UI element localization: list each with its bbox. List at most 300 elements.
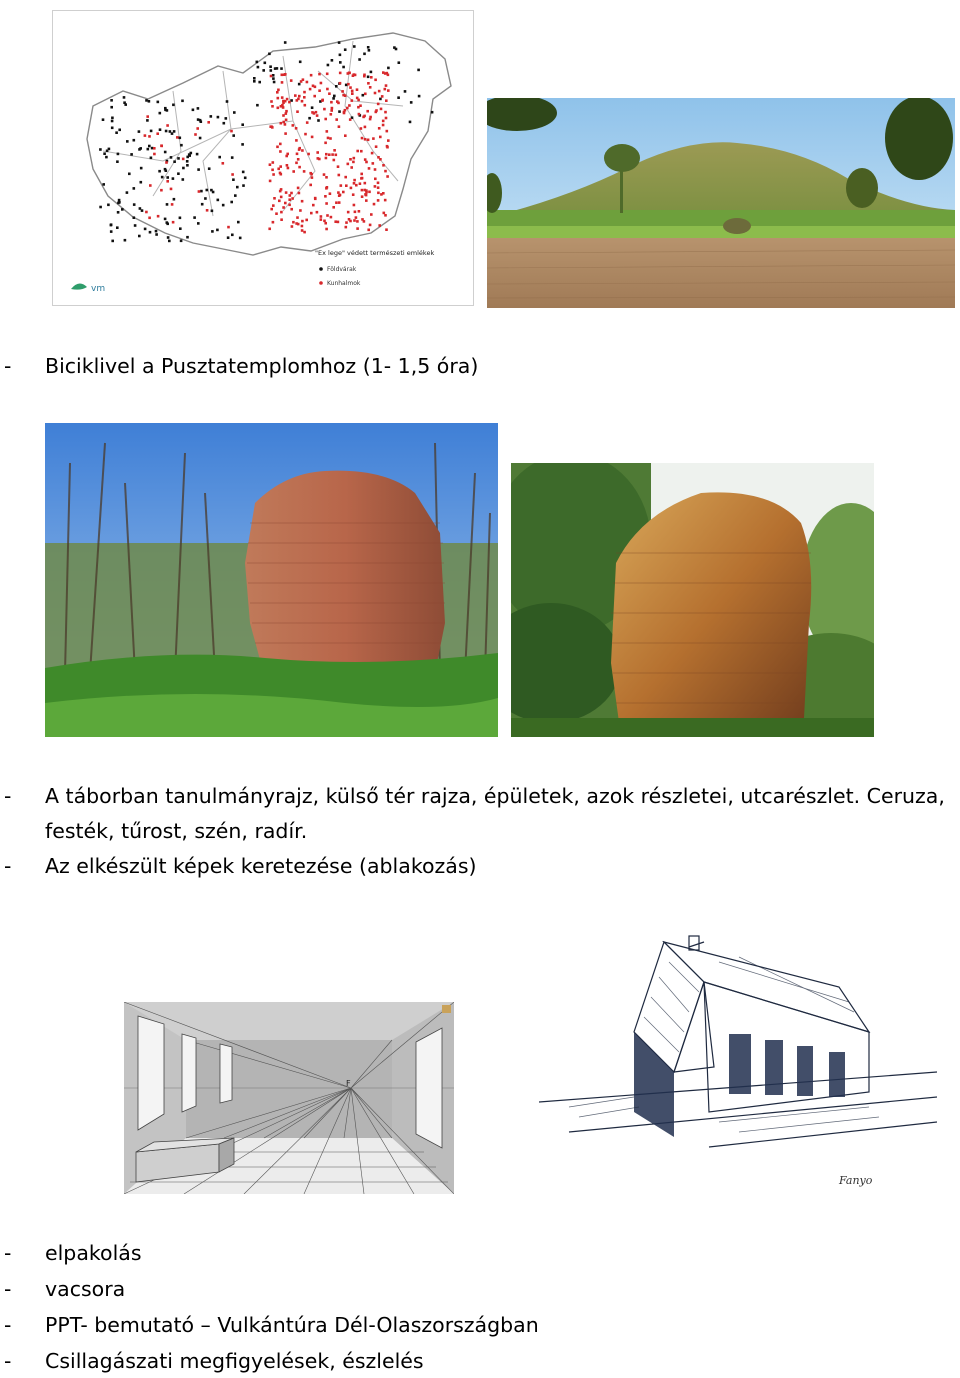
map-legend-item-1: Földvárak [327, 266, 357, 273]
map-marker-red [310, 74, 313, 77]
map-marker-black [146, 119, 149, 122]
map-marker-red [285, 191, 288, 194]
map-marker-black [223, 122, 226, 125]
framing-text: Az elkészült képek keretezése (ablakozás) [45, 854, 477, 878]
map-marker-red [320, 218, 323, 221]
map-marker-red [279, 150, 282, 153]
map-marker-red [345, 184, 348, 187]
map-marker-black [158, 170, 161, 173]
map-marker-black [211, 210, 214, 213]
map-marker-red [324, 118, 327, 121]
map-marker-red [344, 176, 347, 179]
map-marker-red [270, 100, 273, 103]
map-marker-red [172, 221, 175, 224]
map-marker-red [305, 219, 308, 222]
map-marker-black [123, 96, 126, 99]
map-marker-red [282, 114, 285, 117]
map-logo [71, 283, 105, 294]
map-marker-black [272, 77, 275, 80]
map-marker-black [193, 216, 196, 219]
map-marker-red [297, 98, 300, 101]
map-marker-red [383, 212, 386, 215]
map-marker-black [210, 189, 213, 192]
map-marker-red [276, 146, 279, 149]
map-marker-red [337, 191, 340, 194]
map-marker-black [110, 224, 113, 227]
map-marker-black [227, 236, 230, 239]
map-marker-red [149, 184, 152, 187]
map-marker-black [186, 160, 189, 163]
map-marker-red [378, 90, 381, 93]
map-marker-black [117, 153, 120, 156]
map-marker-red [380, 193, 383, 196]
bullet-dash: - [4, 1349, 12, 1373]
map-marker-black [140, 167, 143, 170]
map-marker-red [353, 204, 356, 207]
map-marker-red [372, 162, 375, 165]
map-marker-red [339, 82, 342, 85]
perspective-drawing [124, 1002, 454, 1194]
map-marker-red [301, 149, 304, 152]
map-marker-red [350, 187, 353, 190]
map-marker-red [307, 153, 310, 156]
map-marker-black [133, 203, 136, 206]
map-marker-red [377, 199, 380, 202]
map-marker-red [361, 189, 364, 192]
map-marker-red [327, 137, 330, 140]
bullet-dash: - [4, 784, 12, 808]
map-marker-black [379, 98, 382, 101]
map-marker-red [292, 170, 295, 173]
map-marker-black [270, 69, 273, 72]
map-marker-red [344, 134, 347, 137]
map-marker-red [285, 110, 288, 113]
map-marker-red [357, 106, 360, 109]
map-marker-red [207, 121, 210, 124]
map-marker-red [288, 198, 291, 201]
map-marker-black [159, 112, 162, 115]
map-marker-black [338, 110, 341, 113]
map-marker-red [194, 133, 197, 136]
map-marker-red [312, 204, 315, 207]
map-marker-red [284, 202, 287, 205]
map-marker-red [282, 121, 285, 124]
map-marker-red [153, 153, 156, 156]
map-marker-red [347, 163, 350, 166]
map-marker-black [298, 83, 301, 86]
map-marker-red [144, 134, 147, 137]
map-marker-red [345, 226, 348, 229]
map-marker-red [326, 73, 329, 76]
map-marker-black [233, 111, 236, 114]
map-marker-red [371, 152, 374, 155]
map-marker-red [303, 231, 306, 234]
study-text-line2: festék, tűrost, szén, radír. [45, 819, 308, 843]
map-marker-black [210, 115, 213, 118]
hungary-map-icon [53, 11, 473, 305]
map-marker-black [133, 216, 136, 219]
map-marker-red [269, 163, 272, 166]
map-marker-red [170, 188, 173, 191]
map-marker-red [272, 221, 275, 224]
map-marker-red [287, 167, 290, 170]
map-marker-red [330, 101, 333, 104]
map-marker-red [339, 72, 342, 75]
map-marker-red [325, 176, 328, 179]
map-marker-red [279, 172, 282, 175]
map-marker-red [351, 92, 354, 95]
map-marker-red [374, 79, 377, 82]
map-marker-black [398, 61, 401, 64]
map-marker-black [232, 178, 235, 181]
map-marker-red [356, 220, 359, 223]
map-marker-black [111, 117, 114, 120]
map-marker-red [323, 173, 326, 176]
map-marker-red [272, 161, 275, 164]
map-marker-black [155, 230, 158, 233]
kurgan-mound-icon [487, 98, 955, 308]
map-marker-black [234, 194, 237, 197]
map-marker-black [222, 204, 225, 207]
map-marker-black [166, 176, 169, 179]
map-marker-black [168, 240, 171, 243]
map-marker-red [325, 202, 328, 205]
map-marker-black [150, 130, 153, 133]
map-marker-red [386, 175, 389, 178]
map-marker-black [99, 148, 102, 151]
map-marker-red [348, 72, 351, 75]
map-marker-red [284, 100, 287, 103]
map-marker-red [309, 88, 312, 91]
map-marker-black [180, 240, 183, 243]
map-marker-black [338, 41, 341, 44]
map-marker-black [256, 104, 259, 107]
map-marker-red [278, 200, 281, 203]
map-marker-red [301, 225, 304, 228]
map-marker-black [206, 189, 209, 192]
map-marker-black [148, 145, 151, 148]
bullet-dash: - [4, 854, 12, 878]
map-marker-red [357, 99, 360, 102]
map-marker-red [384, 170, 387, 173]
map-marker-red [326, 214, 329, 217]
map-marker-black [170, 156, 173, 159]
map-marker-black [358, 58, 361, 61]
map-marker-red [330, 113, 333, 116]
map-marker-black [244, 177, 247, 180]
map-marker-red [291, 225, 294, 228]
map-marker-black [344, 48, 347, 51]
map-marker-black [182, 167, 185, 170]
map-marker-red [165, 161, 168, 164]
map-marker-black [140, 181, 143, 184]
map-marker-red [369, 86, 372, 89]
map-marker-black [130, 153, 133, 156]
map-marker-red [355, 216, 358, 219]
map-marker-black [133, 187, 136, 190]
map-marker-black [110, 230, 113, 233]
map-marker-red [377, 186, 380, 189]
map-marker-red [304, 104, 307, 107]
map-marker-red [291, 197, 294, 200]
map-marker-red [312, 85, 315, 88]
map-marker-red [377, 103, 380, 106]
map-marker-red [330, 216, 333, 219]
map-marker-red [337, 102, 340, 105]
map-marker-red [230, 130, 233, 133]
dinner-text: vacsora [45, 1277, 126, 1301]
map-marker-red [378, 224, 381, 227]
map-marker-red [160, 189, 163, 192]
map-marker-black [128, 173, 131, 176]
map-marker-black [262, 69, 265, 72]
map-marker-black [159, 128, 162, 131]
map-marker-black [179, 227, 182, 230]
map-marker-red [364, 126, 367, 129]
map-marker-black [225, 117, 228, 120]
map-marker-red [153, 147, 156, 150]
map-marker-red [297, 187, 300, 190]
map-marker-black [150, 157, 153, 160]
map-marker-red [349, 86, 352, 89]
map-marker-red [374, 178, 377, 181]
map-marker-red [331, 107, 334, 110]
map-marker-red [333, 159, 336, 162]
map-marker-black [418, 95, 421, 98]
map-marker-black [274, 67, 277, 70]
map-marker-red [370, 76, 373, 79]
map-marker-black [253, 77, 256, 80]
map-marker-red [277, 89, 280, 92]
map-marker-red [358, 113, 361, 116]
map-marker-red [385, 99, 388, 102]
map-marker-black [299, 61, 302, 64]
map-marker-black [145, 99, 148, 102]
bullet-dash: - [4, 1241, 12, 1265]
map-marker-red [331, 153, 334, 156]
map-marker-red [310, 212, 313, 215]
map-marker-red [344, 109, 347, 112]
map-marker-black [363, 53, 366, 56]
map-marker-black [144, 228, 147, 231]
map-marker-black [133, 139, 136, 142]
map-marker-black [370, 71, 373, 74]
map-marker-black [105, 156, 108, 159]
map-marker-red [306, 81, 309, 84]
map-marker-red [375, 145, 378, 148]
map-marker-black [239, 237, 242, 240]
map-marker-red [286, 164, 289, 167]
map-marker-red [313, 95, 316, 98]
map-marker-black [111, 240, 114, 243]
map-marker-black [118, 129, 121, 132]
map-marker-black [264, 62, 267, 65]
map-marker-red [316, 211, 319, 214]
map-marker-black [177, 157, 180, 160]
map-marker-red [303, 170, 306, 173]
map-marker-red [284, 132, 287, 135]
map-marker-red [367, 139, 370, 142]
map-marker-black [242, 171, 245, 174]
map-marker-red [285, 119, 288, 122]
map-marker-red [282, 106, 285, 109]
map-marker-red [206, 209, 209, 212]
map-marker-red [385, 84, 388, 87]
map-marker-black [216, 229, 219, 232]
map-marker-black [232, 134, 235, 137]
map-marker-red [335, 201, 338, 204]
map-marker-red [146, 115, 149, 118]
map-marker-red [270, 125, 273, 128]
map-marker-red [292, 221, 295, 224]
map-marker-black [197, 118, 200, 121]
map-marker-red [356, 88, 359, 91]
map-legend-title: "Ex lege" védett természeti emlékek [315, 249, 435, 257]
house-sketch-icon [539, 922, 937, 1195]
map-marker-red [325, 153, 328, 156]
ppt-text: PPT- bemutató – Vulkántúra Dél-Olaszországban [45, 1313, 539, 1337]
map-marker-red [303, 96, 306, 99]
map-marker-red [198, 190, 201, 193]
map-marker-red [347, 211, 350, 214]
map-marker-black [236, 186, 239, 189]
map-marker-black [161, 176, 164, 179]
map-marker-black [190, 152, 193, 155]
map-marker-red [311, 136, 314, 139]
brick-ruin-2-icon [511, 463, 874, 737]
map-marker-red [310, 173, 313, 176]
map-marker-red [385, 228, 388, 231]
map-marker-red [279, 190, 282, 193]
map-marker-black [242, 184, 245, 187]
map-marker-red [297, 158, 300, 161]
map-marker-black [284, 41, 287, 44]
map-marker-red [324, 142, 327, 145]
map-marker-red [363, 74, 366, 77]
map-marker-red [295, 222, 298, 225]
map-marker-black [353, 45, 356, 48]
map-marker-black [123, 101, 126, 104]
map-marker-black [332, 97, 335, 100]
map-marker-red [338, 125, 341, 128]
house-sketch [539, 922, 937, 1195]
map-marker-red [299, 209, 302, 212]
map-marker-black [367, 76, 370, 79]
map-marker-red [316, 114, 319, 117]
map-marker-red [339, 194, 342, 197]
map-marker-black [409, 121, 412, 124]
map-marker-red [268, 228, 271, 231]
map-marker-black [339, 54, 342, 57]
map-marker-red [271, 169, 274, 172]
map-marker-red [359, 182, 362, 185]
map-marker-black [230, 201, 233, 204]
map-marker-black [167, 236, 170, 239]
map-marker-red [309, 184, 312, 187]
map-marker-red [382, 120, 385, 123]
map-marker-red [298, 166, 301, 169]
map-marker-black [172, 104, 175, 107]
map-marker-black [180, 144, 183, 147]
map-marker-red [348, 104, 351, 107]
map-marker-black [362, 94, 365, 97]
map-marker-black [166, 203, 169, 206]
map-marker-red [318, 89, 321, 92]
map-marker-red [284, 123, 287, 126]
map-marker-black [111, 120, 114, 123]
map-marker-red [311, 176, 314, 179]
map-marker-black [107, 204, 110, 207]
map-marker-black [186, 236, 189, 239]
map-marker-red [365, 199, 368, 202]
map-marker-red [227, 226, 230, 229]
map-marker-black [217, 199, 220, 202]
map-marker-red [296, 153, 299, 156]
map-marker-red [354, 74, 357, 77]
map-marker-red [333, 149, 336, 152]
map-marker-black [106, 150, 109, 153]
map-marker-black [173, 160, 176, 163]
map-marker-red [269, 180, 272, 183]
map-marker-red [306, 121, 309, 124]
map-marker-red [296, 216, 299, 219]
map-marker-red [290, 208, 293, 211]
map-marker-red [367, 229, 370, 232]
map-marker-red [160, 144, 163, 147]
map-marker-black [147, 148, 150, 151]
map-marker-red [370, 213, 373, 216]
map-marker-black [256, 61, 259, 64]
map-marker-red [166, 180, 169, 183]
map-marker-red [318, 73, 321, 76]
map-marker-red [298, 148, 301, 151]
map-marker-red [373, 203, 376, 206]
map-marker-red [330, 109, 333, 112]
map-marker-red [323, 108, 326, 111]
map-marker-black [165, 130, 168, 133]
map-marker-red [360, 127, 363, 130]
map-marker-red [288, 204, 291, 207]
map-marker-red [302, 78, 305, 81]
map-marker-black [102, 183, 105, 186]
map-marker-red [341, 90, 344, 93]
map-marker-black [231, 156, 234, 159]
brick-ruin-icon [45, 423, 498, 737]
map-marker-black [211, 230, 214, 233]
map-marker-black [121, 208, 124, 211]
map-marker-black [200, 120, 203, 123]
map-marker-red [374, 92, 377, 95]
map-marker-red [363, 115, 366, 118]
map-marker-red [148, 135, 151, 138]
map-marker-red [361, 195, 364, 198]
map-marker-red [360, 150, 363, 153]
map-marker-red [301, 200, 304, 203]
map-marker-red [329, 137, 332, 140]
map-marker-red [381, 95, 384, 98]
map-marker-red [378, 127, 381, 130]
map-marker-red [176, 136, 179, 139]
map-marker-red [277, 97, 280, 100]
map-marker-red [282, 206, 285, 209]
map-marker-black [139, 207, 142, 210]
map-marker-black [395, 48, 398, 51]
map-marker-red [361, 218, 364, 221]
map-marker-red [384, 214, 387, 217]
map-marker-red [351, 99, 354, 102]
map-marker-black [192, 109, 195, 112]
map-marker-black [118, 199, 121, 202]
